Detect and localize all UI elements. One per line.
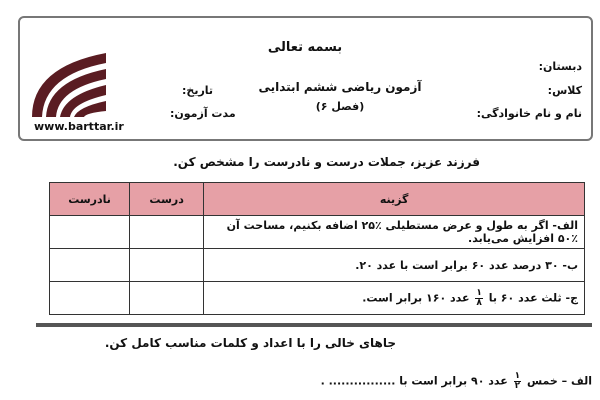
section1-instruction: فرزند عزیز، جملات درست و نادرست را مشخص کن. xyxy=(173,155,480,169)
correct-column-header: درست xyxy=(130,183,204,216)
correct-cell[interactable] xyxy=(130,249,204,282)
barttar-logo-icon xyxy=(28,47,110,119)
table-row xyxy=(50,216,585,249)
fraction-numerator: ۱ xyxy=(476,287,482,298)
fraction xyxy=(475,289,483,308)
school-label: دبستان: xyxy=(538,60,582,73)
header-title: بسمه تعالی xyxy=(267,40,343,55)
correct-cell[interactable] xyxy=(130,282,204,315)
incorrect-cell[interactable] xyxy=(50,216,130,249)
fill-item-suffix[interactable]: عدد ۹۰ برابر است با ................ . xyxy=(320,374,508,388)
fraction-numerator: ۱ xyxy=(514,371,521,381)
true-false-table xyxy=(49,182,585,315)
section2-instruction: جاهای خالی را با اعداد و کلمات مناسب کامل کن. xyxy=(104,336,396,350)
fraction-denominator: ۲ xyxy=(514,381,521,391)
date-label: تاریخ: xyxy=(182,84,214,97)
fill-blank-item-a xyxy=(321,372,592,391)
incorrect-column-header: نادرست xyxy=(50,183,130,216)
table-header-row xyxy=(50,183,585,216)
statement-b: ب- ۳۰ درصد عدد ۶۰ برابر است با عدد ۲۰. xyxy=(204,249,585,282)
fill-item-prefix: الف – خمس xyxy=(526,374,592,388)
option-column-header: گزینه xyxy=(204,183,585,216)
table-row xyxy=(50,249,585,282)
statement-c-suffix: عدد ۱۶۰ برابر است. xyxy=(362,291,470,304)
fraction-denominator: ۸ xyxy=(476,297,482,308)
chapter-label: (فصل ۶) xyxy=(315,100,365,113)
statement-c xyxy=(204,282,585,315)
fraction xyxy=(514,372,522,391)
duration-label: مدت آزمون: xyxy=(170,107,236,120)
incorrect-cell[interactable] xyxy=(50,249,130,282)
name-label: نام و نام خانوادگی: xyxy=(476,107,582,120)
website-url[interactable]: www.barttar.ir xyxy=(34,120,124,133)
statement-a: الف- اگر به طول و عرض مستطیلی ٪۲۵ اضافه بکنیم، مساحت آن ٪۵۰ افزایش می‌یابد. xyxy=(204,216,585,249)
incorrect-cell[interactable] xyxy=(50,282,130,315)
section-divider xyxy=(36,323,592,327)
table-row xyxy=(50,282,585,315)
statement-c-prefix: ج- ثلث عدد ۶۰ با xyxy=(488,291,578,304)
exam-title: آزمون ریاضی ششم ابتدایی xyxy=(258,80,422,94)
class-label: کلاس: xyxy=(547,84,582,97)
correct-cell[interactable] xyxy=(130,216,204,249)
